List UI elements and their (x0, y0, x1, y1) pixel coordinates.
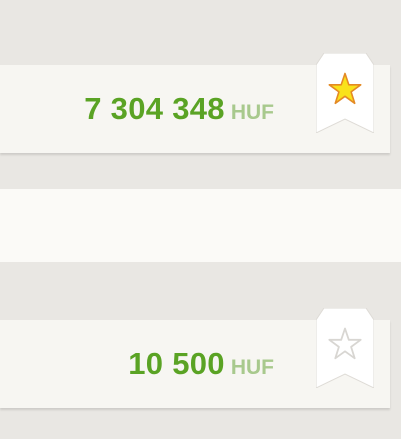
price-amount: 7 304 348 (84, 91, 225, 126)
listing-card (0, 320, 390, 408)
price-amount: 10 500 (128, 346, 225, 381)
favorite-bookmark-button[interactable] (316, 53, 374, 133)
separator-band (0, 189, 401, 262)
price (84, 91, 274, 133)
listing-card (0, 65, 390, 153)
favorite-bookmark-button[interactable] (316, 308, 374, 388)
price (128, 346, 274, 388)
price-currency: HUF (230, 101, 274, 124)
price-currency: HUF (230, 356, 274, 379)
